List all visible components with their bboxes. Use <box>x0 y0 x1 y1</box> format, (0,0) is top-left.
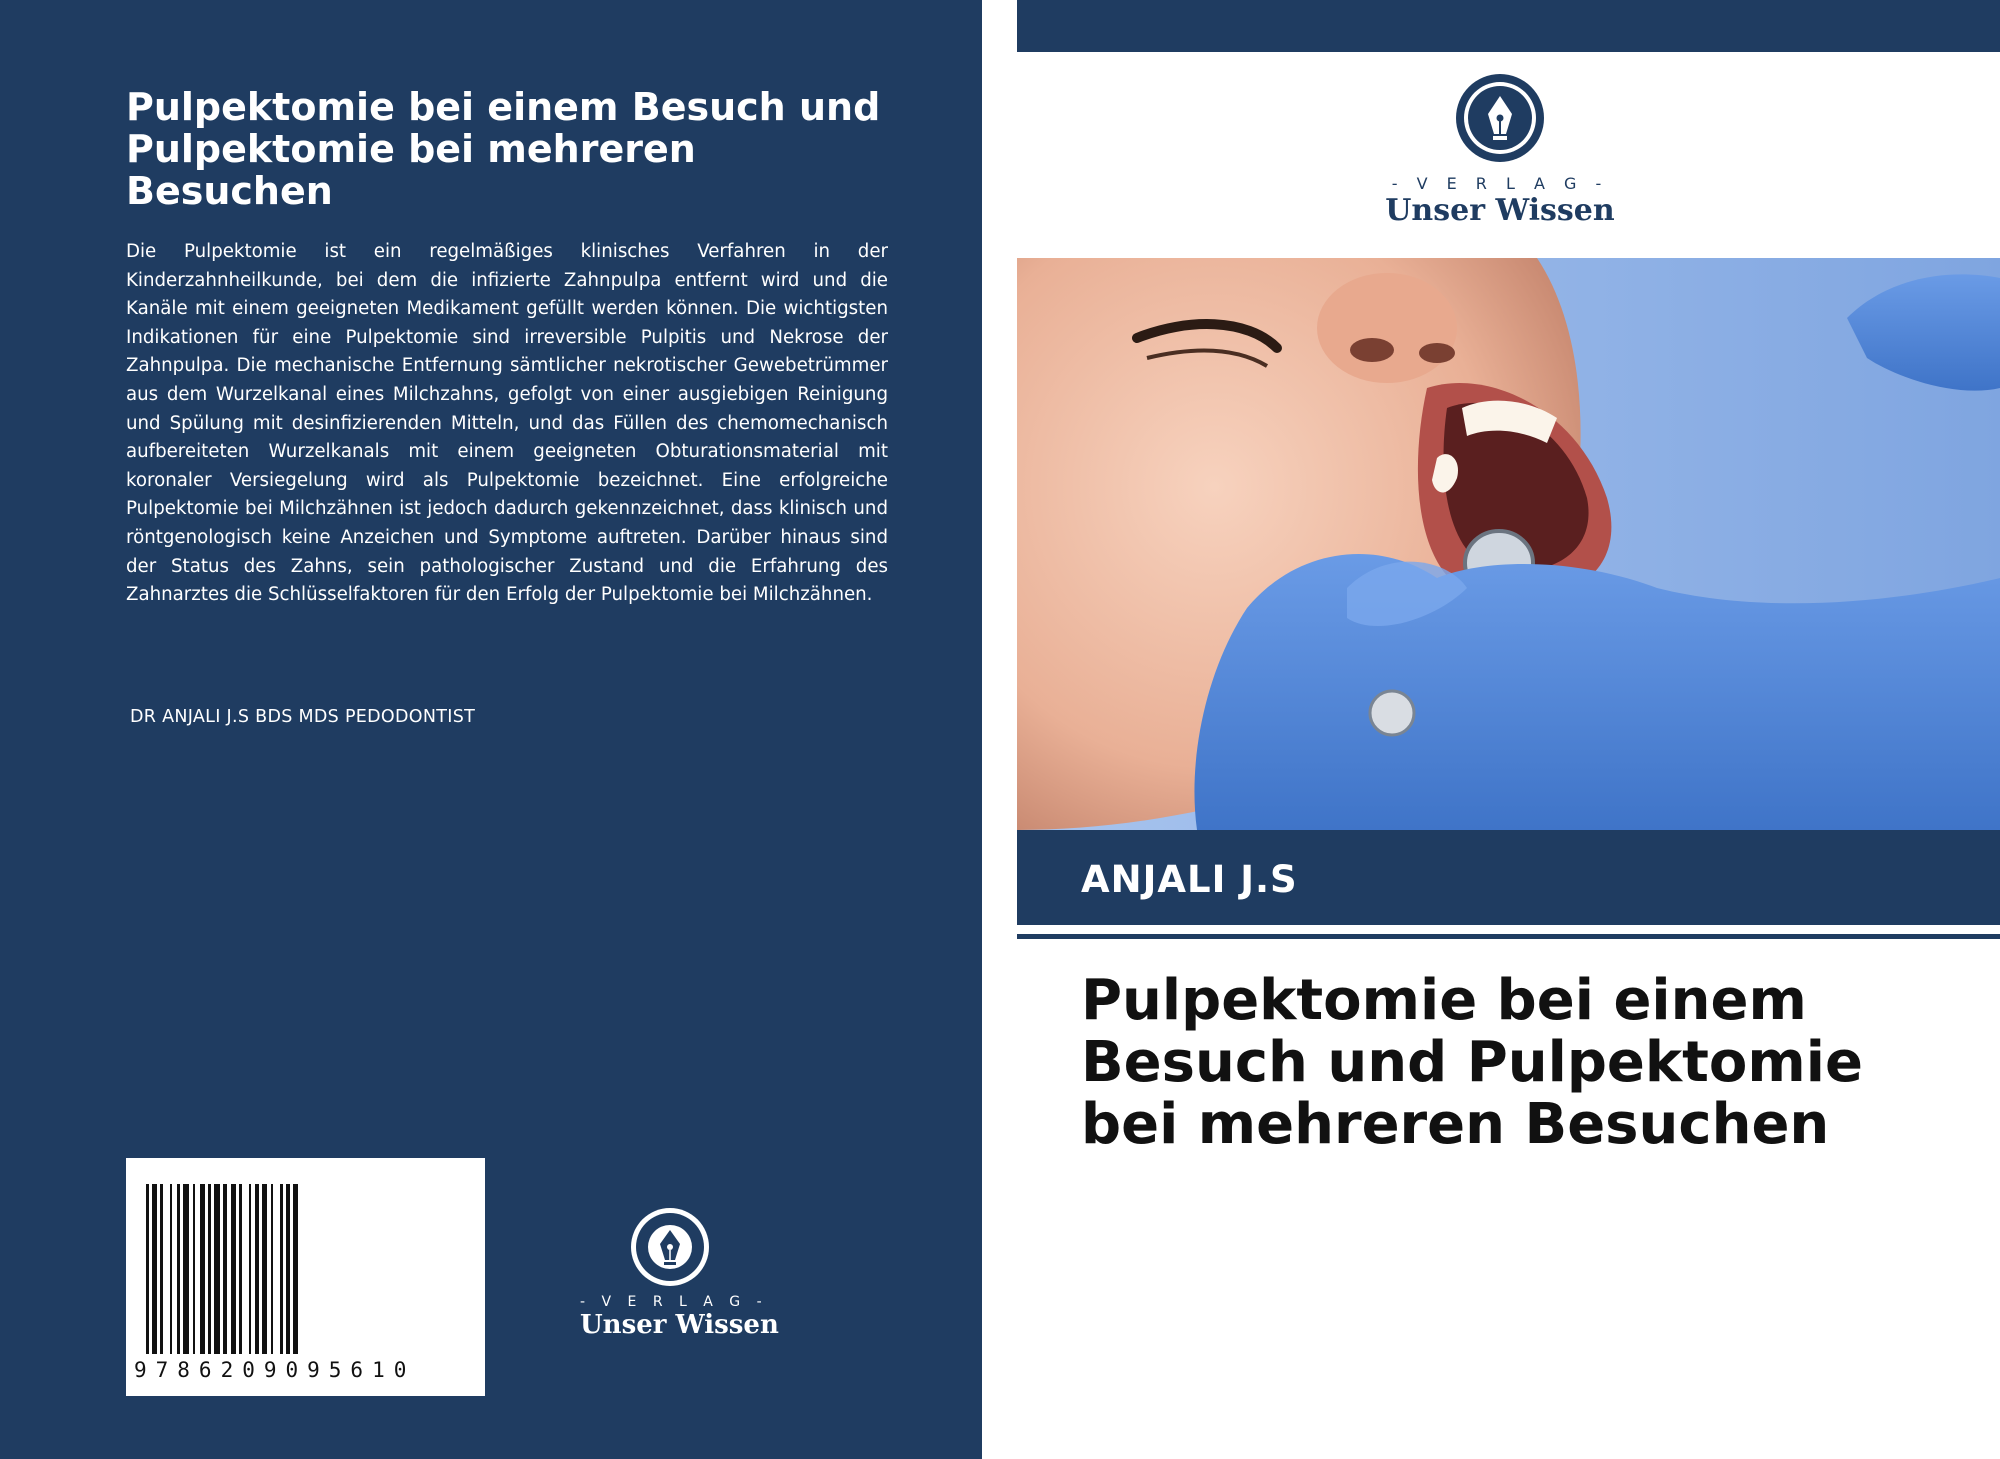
back-cover-blurb: Die Pulpektomie ist ein regelmäßiges klinisches Verfahren in der Kinderzahnheilkunde, bei dem die infizierte Zahnpulpa entfernt wird und die Kanäle mit einem geeigneten Medikament gefüllt werden können. Die wichtigsten Indikationen für eine Pulpektomie sind irreversible Pulpitis und Nekrose der Zahnpulpa. Die mechanische Entfernung sämtlicher nekrotischer Gewebetrümmer aus dem Wurzelkanal eines Milchzahns, gefolgt von einer ausgiebigen Reinigung und Spülung mit desinfizierenden Mitteln, und das Füllen des chemomechanisch aufbereiteten Wurzelkanals mit einem geeigneten Obturationsmaterial mit koronaler Versiegelung wird als Pulpektomie bezeichnet. Eine erfolgreiche Pulpektomie bei Milchzähnen ist jedoch dadurch gekennzeichnet, dass klinisch und röntgenologisch keine Anzeichen und Symptome auftreten. Darüber hinaus sind der Status des Zahns, sein pathologischer Zustand und die Erfahrung des Zahnarztes die Schlüsselfaktoren für den Erfolg der Pulpektomie bei Milchzähnen. <box>126 241 888 606</box>
front-logo-name: Unser Wissen <box>1385 193 1615 228</box>
barcode-bar <box>170 1184 172 1354</box>
barcode-bar <box>239 1184 242 1354</box>
barcode-bars <box>146 1184 464 1354</box>
back-cover-publisher-logo <box>580 1206 779 1340</box>
barcode-digits: 9786209095610 <box>134 1358 416 1382</box>
isbn-barcode <box>126 1158 485 1396</box>
barcode-bar <box>160 1184 163 1354</box>
back-cover-author-credit: DR ANJALI J.S BDS MDS PEDODONTIST <box>130 707 476 727</box>
barcode-bar <box>223 1184 227 1354</box>
front-cover-author: ANJALI J.S <box>1081 858 1298 901</box>
barcode-bar <box>183 1184 189 1354</box>
child-dental-exam-photo <box>1017 258 2000 830</box>
back-cover <box>0 0 982 1459</box>
barcode-bar <box>146 1184 149 1354</box>
back-logo-verlag: - V E R L A G - <box>580 1294 768 1310</box>
fountain-pen-nib-icon <box>1454 72 1546 164</box>
barcode-bar <box>208 1184 211 1354</box>
barcode-bar <box>280 1184 283 1354</box>
barcode-bar <box>214 1184 220 1354</box>
barcode-bar <box>193 1184 195 1354</box>
barcode-bar <box>255 1184 259 1354</box>
barcode-bar <box>200 1184 205 1354</box>
back-cover-title: Pulpektomie bei einem Besuch und Pulpektomie bei mehreren Besuchen <box>126 85 881 213</box>
front-cover-publisher-logo <box>1380 72 1620 228</box>
back-logo-name: Unser Wissen <box>580 1310 779 1340</box>
barcode-bar <box>249 1184 251 1354</box>
fountain-pen-nib-icon <box>629 1206 711 1288</box>
barcode-bar <box>152 1184 157 1354</box>
front-cover-title: Pulpektomie bei einem Besuch und Pulpektomie bei mehreren Besuchen <box>1081 968 1863 1157</box>
barcode-bar <box>286 1184 290 1354</box>
divider-rule <box>1017 934 2000 939</box>
barcode-bar <box>271 1184 273 1354</box>
barcode-bar <box>177 1184 180 1354</box>
barcode-bar <box>293 1184 298 1354</box>
barcode-bar <box>231 1184 236 1354</box>
front-top-band <box>1017 0 2000 52</box>
author-band <box>1017 830 2000 925</box>
barcode-bar <box>262 1184 267 1354</box>
front-logo-verlag: - V E R L A G - <box>1391 174 1609 193</box>
